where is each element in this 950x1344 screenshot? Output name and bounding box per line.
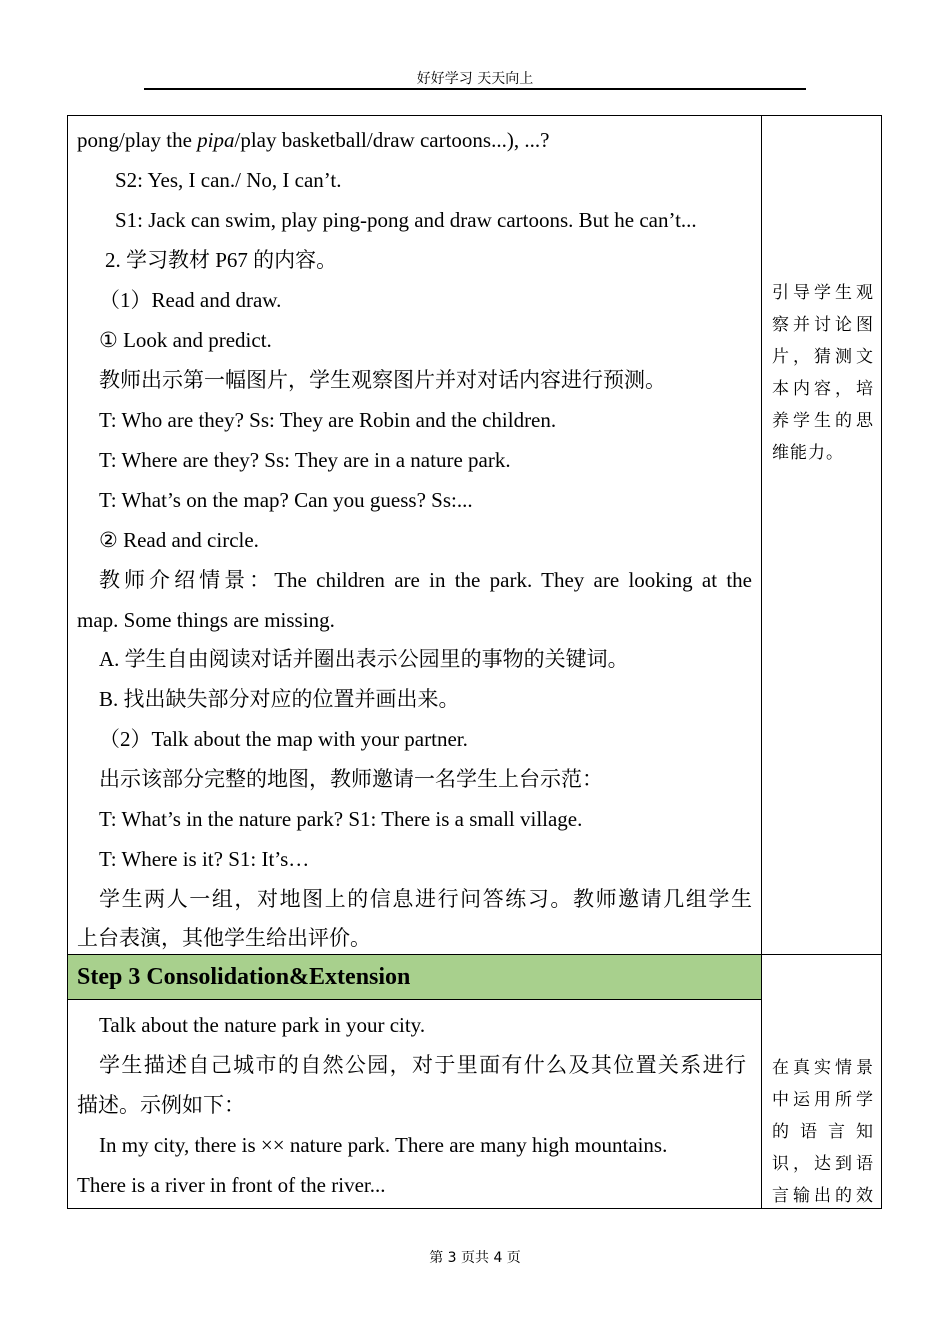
lesson-line-11: ② Read and circle. <box>99 528 259 552</box>
lesson-line-8: T: Who are they? Ss: They are Robin and the children. <box>99 408 557 432</box>
lesson-note-line-2: 察并讨论图 <box>772 315 874 334</box>
step3-title: Step 3 Consolidation&Extension <box>68 955 761 1000</box>
lesson-line-1-pre: pong/play the <box>77 128 198 152</box>
lesson-line-1 <box>77 126 752 154</box>
lesson-line-12: 教师介绍情景：The children are in the park. They are looking at the <box>99 568 752 592</box>
lesson-line-9: T: Where are they? Ss: They are in a nature park. <box>99 448 511 472</box>
lesson-note-line-4: 本内容，培 <box>772 379 874 398</box>
step3-line-3: 描述。示例如下： <box>77 1093 245 1117</box>
lesson-line-5: （1）Read and draw. <box>99 288 282 312</box>
step3-note-line-1: 在真实情景 <box>772 1058 874 1077</box>
step3-note-line-3: 的语言知 <box>772 1122 874 1141</box>
step3-line-2: 学生描述自己城市的自然公园，对于里面有什么及其位置关系进行 <box>99 1053 746 1077</box>
lesson-note-line-5: 养学生的思 <box>772 411 874 430</box>
step3-line-1: Talk about the nature park in your city. <box>99 1013 426 1037</box>
lesson-line-2: S2: Yes, I can./ No, I can’t. <box>115 168 342 192</box>
page-header: 好好学习 天天向上 <box>416 71 534 87</box>
lesson-line-17: 出示该部分完整的地图，教师邀请一名学生上台示范： <box>99 767 603 791</box>
lesson-line-13: map. Some things are missing. <box>77 608 335 632</box>
lesson-line-10: T: What’s on the map? Can you guess? Ss:... <box>99 488 473 512</box>
lesson-line-20: 学生两人一组，对地图上的信息进行问答练习。教师邀请几组学生 <box>99 887 752 911</box>
lesson-line-15: B. 找出缺失部分对应的位置并画出来。 <box>99 687 460 711</box>
header-rule <box>144 88 806 90</box>
step3-line-5: There is a river in front of the river... <box>77 1173 386 1197</box>
lesson-line-19: T: Where is it? S1: It’s… <box>99 847 310 871</box>
lesson-line-21: 上台表演，其他学生给出评价。 <box>77 926 371 950</box>
step3-note-line-4: 识，达到语 <box>772 1154 874 1173</box>
lesson-note-line-3: 片，猜测文 <box>772 347 874 366</box>
lesson-note-line-6: 维能力。 <box>772 443 844 462</box>
step3-line-4: In my city, there is ×× nature park. There are many high mountains. <box>99 1133 668 1157</box>
lesson-note-line-1: 引导学生观 <box>772 283 874 302</box>
lesson-line-18: T: What’s in the nature park? S1: There is a small village. <box>99 807 583 831</box>
lesson-line-14: A. 学生自由阅读对话并圈出表示公园里的事物的关键词。 <box>99 647 629 671</box>
lesson-line-1-italic: pipa <box>197 128 235 152</box>
lesson-line-4: 2. 学习教材 P67 的内容。 <box>105 248 338 272</box>
lesson-line-3: S1: Jack can swim, play ping-pong and draw cartoons. But he can’t... <box>115 208 697 232</box>
step3-note-line-5: 言输出的效 <box>772 1186 874 1205</box>
lesson-line-16: （2）Talk about the map with your partner. <box>99 727 468 751</box>
lesson-line-7: 教师出示第一幅图片，学生观察图片并对对话内容进行预测。 <box>99 368 666 392</box>
lesson-line-1-post: /play basketball/draw cartoons...), ...? <box>234 128 550 152</box>
step3-note-line-2: 中运用所学 <box>772 1090 874 1109</box>
page-footer: 第 3 页共 4 页 <box>429 1250 521 1266</box>
lesson-line-6: ① Look and predict. <box>99 328 272 352</box>
